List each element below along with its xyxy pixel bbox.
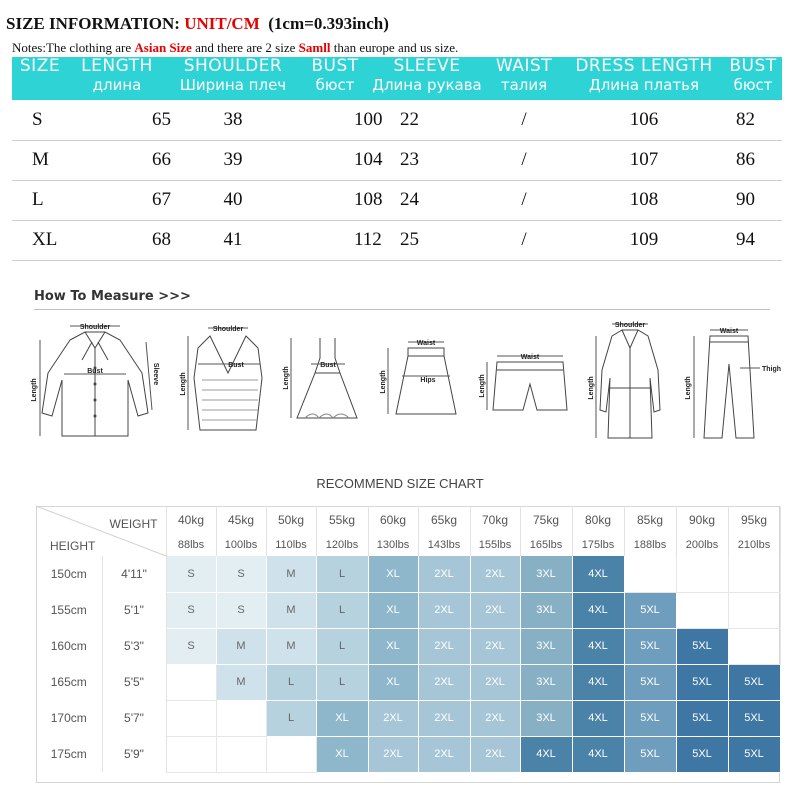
size-row [12,220,782,260]
weight-lbs-header: 130lbs [368,534,418,556]
height-cm: 165cm [36,664,102,700]
weight-lbs-header: 188lbs [624,534,676,556]
size-cell: 23 [370,140,484,180]
size-cell: 112 [300,220,370,260]
notes-part-c: than europe and us size. [330,40,459,55]
notes-asian-size: Asian Size [134,40,192,55]
trousers-diagram [680,318,790,443]
size-recommendation-cell [728,628,780,664]
size-cell: M [12,140,68,180]
size-recommendation-cell [216,736,266,772]
size-recommendation-cell: S [166,592,216,628]
size-recommendation-cell: M [266,592,316,628]
waist-label: Waist [416,340,436,347]
col-header-en: WAIST [495,56,553,76]
height-ft: 4'11" [102,556,166,592]
size-recommendation-cell: 3XL [520,592,572,628]
size-cell: 106 [564,100,724,140]
size-recommendation-cell: XL [368,592,418,628]
size-cell: 107 [564,140,724,180]
size-recommendation-cell: S [216,556,266,592]
size-col-header-0 [12,57,68,100]
size-row [12,140,782,180]
size-recommendation-cell: L [316,628,368,664]
weight-lbs-header: 175lbs [572,534,624,556]
size-recommendation-cell [676,592,728,628]
size-recommendation-cell: 4XL [572,556,624,592]
col-header-ru: бюст [733,76,773,94]
size-cell: 40 [166,180,300,220]
size-cell: 104 [300,140,370,180]
size-info-unit: UNIT/CM [184,14,260,33]
height-label: HEIGHT [50,539,96,553]
height-row [36,664,780,700]
size-cell: XL [12,220,68,260]
measure-diagrams [30,318,790,448]
size-recommendation-cell: L [266,700,316,736]
size-recommendation-cell: M [266,628,316,664]
weight-lbs-header: 88lbs [166,534,216,556]
recommend-body [36,556,780,772]
weight-kg-row [36,506,780,534]
size-table-body [12,100,782,260]
height-row [36,556,780,592]
size-recommendation-cell: 2XL [470,628,520,664]
height-ft: 5'9" [102,736,166,772]
height-row [36,736,780,772]
size-recommendation-cell: XL [368,664,418,700]
weight-kg-header: 75kg [520,506,572,534]
weight-kg-header: 55kg [316,506,368,534]
size-recommendation-cell: 5XL [624,664,676,700]
size-cell: 90 [724,180,782,220]
length-label: Length [479,374,486,398]
size-cell: 94 [724,220,782,260]
size-recommendation-cell: 2XL [418,556,470,592]
size-cell: / [484,220,564,260]
size-cell: S [12,100,68,140]
size-recommendation-cell [216,700,266,736]
size-recommendation-cell: 4XL [572,592,624,628]
coat-diagram [590,318,670,443]
corner-cell [36,506,166,556]
size-recommendation-cell: 5XL [676,700,728,736]
length-label: Length [283,366,290,390]
size-recommendation-cell: 4XL [572,664,624,700]
col-header-en: DRESS LENGTH [575,56,713,76]
size-cell: 109 [564,220,724,260]
col-header-en: BUST [311,56,359,76]
size-row [12,100,782,140]
height-ft: 5'5" [102,664,166,700]
size-recommendation-cell: 3XL [520,664,572,700]
col-header-en: BUST [729,56,777,76]
shirt-diagram [30,318,160,443]
weight-lbs-header: 165lbs [520,534,572,556]
thigh-label: Thigh [762,366,782,373]
size-table-header [12,57,782,100]
size-cell: 86 [724,140,782,180]
weight-kg-header: 90kg [676,506,728,534]
size-col-header-2 [166,57,300,100]
size-recommendation-cell: 4XL [520,736,572,772]
size-cell: 22 [370,100,484,140]
recommend-size-table [36,506,781,773]
size-recommendation-cell: 2XL [368,736,418,772]
size-recommendation-cell: S [166,556,216,592]
bust-label: Bust [228,362,244,369]
shoulder-label: Shoulder [212,326,244,333]
height-cm: 150cm [36,556,102,592]
weight-kg-header: 45kg [216,506,266,534]
size-recommendation-cell: M [266,556,316,592]
shorts-diagram [475,318,585,443]
col-header-en: SIZE [19,56,61,76]
height-ft: 5'1" [102,592,166,628]
size-cell: 38 [166,100,300,140]
size-cell: 41 [166,220,300,260]
weight-lbs-header: 110lbs [266,534,316,556]
size-recommendation-cell: 2XL [470,592,520,628]
height-cm: 155cm [36,592,102,628]
col-header-en: LENGTH [81,56,153,76]
weight-kg-header: 40kg [166,506,216,534]
size-col-header-5 [484,57,564,100]
skirt-diagram [380,318,470,443]
size-table [12,57,782,261]
size-recommendation-cell: 5XL [624,628,676,664]
weight-lbs-header: 210lbs [728,534,780,556]
size-col-header-3 [300,57,370,100]
size-recommendation-cell: 3XL [520,700,572,736]
size-recommendation-cell: 5XL [624,736,676,772]
size-col-header-4 [370,57,484,100]
col-header-ru: длина [92,76,142,94]
size-recommendation-cell: 2XL [470,556,520,592]
size-recommendation-cell: XL [316,700,368,736]
size-cell: 108 [300,180,370,220]
size-recommendation-cell [166,700,216,736]
weight-kg-header: 95kg [728,506,780,534]
size-col-header-7 [724,57,782,100]
size-recommendation-cell: XL [316,736,368,772]
size-cell: / [484,180,564,220]
recommend-size-chart-title: RECOMMEND SIZE CHART [316,476,484,491]
size-col-header-1 [68,57,166,100]
size-recommendation-cell: M [216,628,266,664]
size-recommendation-cell: 5XL [728,664,780,700]
weight-kg-header: 80kg [572,506,624,534]
size-recommendation-cell: 5XL [676,628,728,664]
notes-part-a: Notes:The clothing are [12,40,135,55]
col-header-ru: Ширина плеч [179,76,287,94]
size-recommendation-cell: XL [368,556,418,592]
notes-small: Samll [298,40,331,55]
size-recommendation-cell: 4XL [572,736,624,772]
size-recommendation-cell: 4XL [572,700,624,736]
size-recommendation-cell: 2XL [470,736,520,772]
notes-part-b: and there are 2 size [191,40,299,55]
size-recommendation-cell: 2XL [470,700,520,736]
weight-lbs-header: 143lbs [418,534,470,556]
bust-label: Bust [320,362,336,369]
size-recommendation-cell: M [216,664,266,700]
size-recommendation-cell: 5XL [728,736,780,772]
size-recommendation-cell: L [316,556,368,592]
weight-kg-header: 70kg [470,506,520,534]
length-label: Length [380,370,387,394]
size-recommendation-cell [166,736,216,772]
size-recommendation-cell: 2XL [418,700,470,736]
length-label: Length [685,376,692,400]
size-recommendation-cell: S [216,592,266,628]
size-recommendation-cell [624,556,676,592]
height-cm: 170cm [36,700,102,736]
weight-kg-header: 60kg [368,506,418,534]
weight-lbs-header: 200lbs [676,534,728,556]
col-header-ru: талия [500,76,548,94]
size-info-title-prefix: SIZE INFORMATION: [6,14,185,33]
waist-label: Waist [520,354,540,361]
size-recommendation-cell [728,592,780,628]
size-recommendation-cell: 5XL [728,700,780,736]
col-header-en: SLEEVE [393,56,461,76]
size-recommendation-cell: 3XL [520,556,572,592]
bust-label: Bust [87,368,103,375]
size-info-title [6,14,389,34]
size-cell: 65 [68,100,166,140]
height-row [36,592,780,628]
divider [34,309,770,310]
size-recommendation-cell: 2XL [470,664,520,700]
size-col-header-6 [564,57,724,100]
tank-top-diagram [180,318,280,443]
length-label: Length [31,378,38,402]
size-info-conversion: (1cm=0.393inch) [259,14,389,33]
size-cell: 108 [564,180,724,220]
size-recommendation-cell: L [266,664,316,700]
size-recommendation-cell: 5XL [624,592,676,628]
size-recommendation-cell: 5XL [624,700,676,736]
col-header-ru: Длина платья [588,76,699,94]
weight-kg-header: 65kg [418,506,470,534]
how-to-measure-title: How To Measure >>> [34,289,191,304]
size-recommendation-cell: 4XL [572,628,624,664]
size-recommendation-cell: 2XL [418,592,470,628]
size-cell: L [12,180,68,220]
size-recommendation-cell [728,556,780,592]
height-ft: 5'3" [102,628,166,664]
shoulder-label: Shoulder [614,322,646,329]
waist-label: Waist [719,328,739,335]
weight-lbs-header: 155lbs [470,534,520,556]
size-cell: 100 [300,100,370,140]
length-label: Length [180,372,187,396]
size-recommendation-cell: 5XL [676,736,728,772]
size-notes [12,40,458,56]
height-row [36,628,780,664]
weight-kg-header: 85kg [624,506,676,534]
size-cell: 68 [68,220,166,260]
size-recommendation-cell [166,664,216,700]
size-recommendation-cell [266,736,316,772]
sleeve-label: Sleeve [152,362,159,386]
col-header-ru: Длина рукава [372,76,482,94]
size-recommendation-cell: L [316,592,368,628]
size-cell: 24 [370,180,484,220]
weight-lbs-header: 120lbs [316,534,368,556]
size-cell: 66 [68,140,166,180]
size-recommendation-cell [676,556,728,592]
weight-label: WEIGHT [109,517,158,531]
dress-diagram [285,318,375,443]
shoulder-label: Shoulder [79,324,111,331]
size-recommendation-cell: XL [368,628,418,664]
weight-kg-header: 50kg [266,506,316,534]
height-cm: 160cm [36,628,102,664]
size-cell: / [484,100,564,140]
col-header-en: SHOULDER [183,56,283,76]
size-recommendation-cell: L [316,664,368,700]
col-header-ru: бюст [315,76,355,94]
size-cell: 25 [370,220,484,260]
size-cell: 67 [68,180,166,220]
size-recommendation-cell: S [166,628,216,664]
size-recommendation-cell: 5XL [676,664,728,700]
weight-lbs-header: 100lbs [216,534,266,556]
height-row [36,700,780,736]
size-recommendation-cell: 2XL [418,736,470,772]
hips-label: Hips [420,377,436,384]
size-row [12,180,782,220]
size-recommendation-cell: 2XL [418,664,470,700]
size-recommendation-cell: 3XL [520,628,572,664]
height-cm: 175cm [36,736,102,772]
size-cell: 39 [166,140,300,180]
length-label: Length [588,376,595,400]
size-recommendation-cell: 2XL [368,700,418,736]
size-cell: / [484,140,564,180]
height-ft: 5'7" [102,700,166,736]
size-cell: 82 [724,100,782,140]
size-recommendation-cell: 2XL [418,628,470,664]
